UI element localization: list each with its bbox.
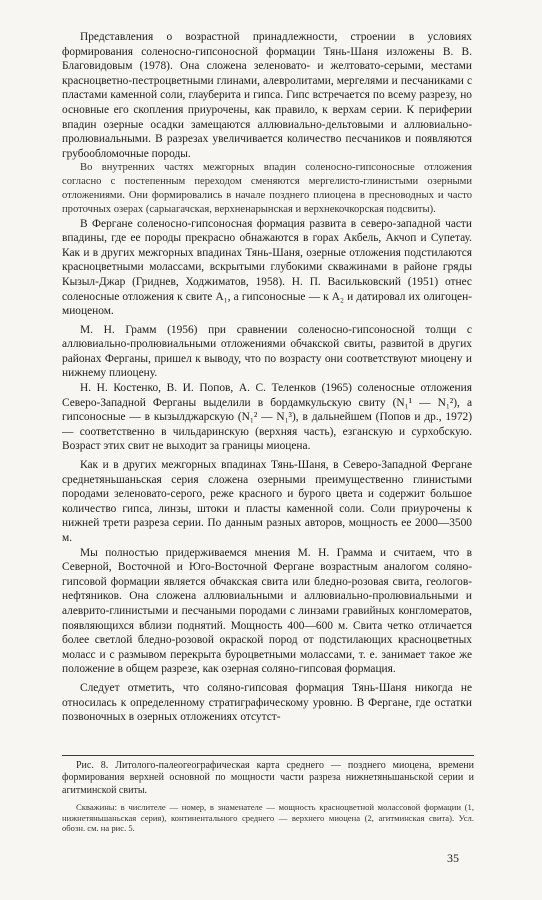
figure-caption-block (62, 755, 474, 834)
paragraph-6: Как и в других межгорных впадинах Тянь-Шаня, в Северо-Западной Фергане среднетяньшаньская серия сложена озерными преимущественно глинистыми породами зеленовато-серого, реже красного и бурого цвета и содержит большое количество гипса, линзы, штоки и пласты каменной соли. Соли приурочены к нижней трети разреза серии. По данным разных авторов, мощность ее 2000—3500 м. (62, 459, 472, 544)
paragraph-8: Следует отметить, что соляно-гипсовая формация Тянь-Шаня никогда не относилась к определенному стратиграфическому уровню. В Фергане, где остатки позвоночных в озерных отложениях отсутст- (62, 681, 472, 724)
figure-caption: Рис. 8. Литолого-палеогеографическая карта среднего — позднего миоцена, времени формирования верхней основной по мощности части разреза нижнетяньшаньской серии и агитминской свиты. (62, 760, 474, 796)
paragraph-1: Представления о возрастной принадлежности, строении в условиях формирования соленосно-гипсоносной формации Тянь-Шаня изложены В. В. Благовидовым (1978). Она сложена зеленовато- и желтовато-серыми, местами красноцветно-пестроцветными глинами, алевролитами, мергелями и песчаниками с пластами каменной соли, глауберита и гипса. Гипс встречается по всему разрезу, но основные его скопления приурочены, как правило, к верхам серии. К периферии впадин озерные осадки замещаются аллювиально-дельтовыми и аллювиально-пролювиальными. В разрезах увеличивается количество песчаников и появляются грубообломочные породы. (62, 31, 472, 160)
page-number: 35 (447, 851, 459, 865)
paragraph-4: М. Н. Грамм (1956) при сравнении соленосно-гипсоносной толщи с аллювиально-пролювиальными отложениями обчакской свиты, развитой в других районах Ферганы, пришел к выводу, что по возрасту они соответствуют миоцену и нижнему плиоцену. (62, 323, 472, 380)
body-text (62, 30, 472, 725)
figure-legend-note: Скважины: в числителе — номер, в знаменателе — мощность красноцветной молассовой формации (1, нижнетяньшаньская серия), континентального среднего — верхнего миоцена (2, агитминская свита). Усл. обозн. см. на рис. 5. (62, 802, 474, 834)
paragraph-2: Во внутренних частях межгорных впадин соленосно-гипсоносные отложения согласно с постепенным переходом сменяются мергелисто-глинистыми озерными отложениями. Они формировались в начале позднего плиоцена в пресноводных и часто проточных озерах (сарыагачская, верхненарынская и верхнекочкорская подсвиты). (62, 162, 472, 215)
paragraph-5: Н. Н. Костенко, В. И. Попов, А. С. Теленков (1965) соленосные отложения Северо-Западной Ферганы выделили в бордамкульскую свиту (N₁¹ — N₁²), а гипсоносные — в кызылджарскую (N₁² — N₁³), в дальнейшем (Попов и др., 1972) — соответственно в чильдаринскую (верхняя часть), езганскую и сурхобскую. Возраст этих свит не выходит за границы миоцена. (62, 382, 472, 453)
paragraph-3: В Фергане соленосно-гипсоносная формация развита в северо-западной части впадины, где ее породы прекрасно обнажаются в горах Акбель, Акчоп и Супетау. Как и в других межгорных впадинах Тянь-Шаня, озерные отложения подстилаются красноцветными молассами, вскрытыми глубокими скважинами в районе гряды Кызыл-Джар (Гриднев, Ходжиматов, 1958). Н. П. Васильковский (1951) отнес соленосные отложения к свите A₁, а гипсоносные — к A₂ и датировал их олигоцен-миоценом. (62, 217, 472, 318)
paragraph-7: Мы полностью придерживаемся мнения М. Н. Грамма и считаем, что в Северной, Восточной и Юго-Восточной Фергане возрастным аналогом соляно-гипсовой формации является обчакская свита или бледно-розовая свита, геологов-нефтяников. Она сложена аллювиальными и аллювиально-пролювиальными и алеврито-глинистыми и песчаными породами с линзами гравийных конгломератов, появляющихся вблизи поднятий. Мощность 400—600 м. Свита четко отличается более светлой бледно-розовой окраской пород от подстилающих красноцветных моласс и с размывом перекрыта буроцветными молассами, т. е. занимает такое же положение в общем разрезе, как озерная соляно-гипсовая формация. (62, 546, 472, 676)
